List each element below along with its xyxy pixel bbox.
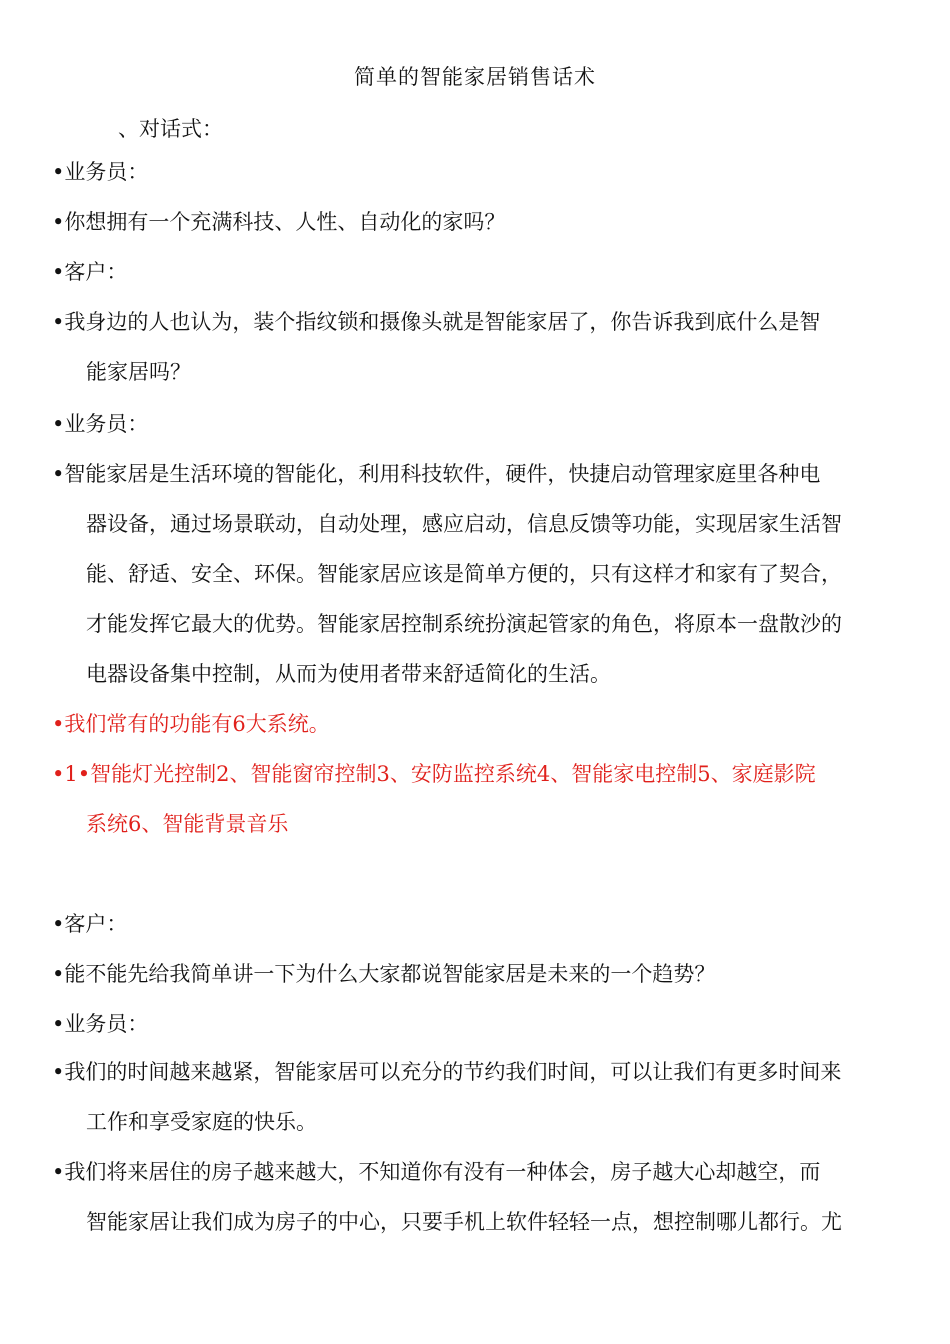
paragraph-line: •业务员： bbox=[52, 1012, 149, 1036]
paragraph-line: •客户： bbox=[52, 260, 128, 284]
paragraph-line: 能家居吗？ bbox=[86, 360, 191, 384]
paragraph-line: •我们将来居住的房子越来越大，不知道你有没有一种体会，房子越大心却越空，而 bbox=[52, 1160, 821, 1184]
highlight-line: 系统6、智能背景音乐 bbox=[86, 812, 289, 836]
section-heading: 、对话式： bbox=[118, 117, 223, 141]
paragraph-line: •你想拥有一个充满科技、人性、自动化的家吗？ bbox=[52, 210, 506, 234]
paragraph-line: 器设备，通过场景联动，自动处理，感应启动，信息反馈等功能，实现居家生活智 bbox=[86, 512, 842, 536]
paragraph-line: 才能发挥它最大的优势。智能家居控制系统扮演起管家的角色，将原本一盘散沙的 bbox=[86, 612, 842, 636]
paragraph-line: 电器设备集中控制，从而为使用者带来舒适简化的生活。 bbox=[86, 662, 611, 686]
document-title: 简单的智能家居销售话术 bbox=[354, 65, 596, 89]
paragraph-line: •我们的时间越来越紧，智能家居可以充分的节约我们时间，可以让我们有更多时间来 bbox=[52, 1060, 842, 1084]
paragraph-line: 工作和享受家庭的快乐。 bbox=[86, 1110, 317, 1134]
paragraph-line: •智能家居是生活环境的智能化，利用科技软件，硬件，快捷启动管理家庭里各种电 bbox=[52, 462, 821, 486]
highlight-line: •我们常有的功能有6大系统。 bbox=[52, 712, 330, 736]
paragraph-line: •我身边的人也认为，装个指纹锁和摄像头就是智能家居了，你告诉我到底什么是智 bbox=[52, 310, 821, 334]
paragraph-line: •客户： bbox=[52, 912, 128, 936]
paragraph-line: •业务员： bbox=[52, 412, 149, 436]
paragraph-line: 能、舒适、安全、环保。智能家居应该是简单方便的，只有这样才和家有了契合， bbox=[86, 562, 842, 586]
paragraph-line: 智能家居让我们成为房子的中心，只要手机上软件轻轻一点，想控制哪儿都行。尤 bbox=[86, 1210, 842, 1234]
highlight-line: •1•智能灯光控制2、智能窗帘控制3、安防监控系统4、智能家电控制5、家庭影院 bbox=[52, 762, 816, 786]
paragraph-line: •业务员： bbox=[52, 160, 149, 184]
paragraph-line: •能不能先给我简单讲一下为什么大家都说智能家居是未来的一个趋势？ bbox=[52, 962, 716, 986]
